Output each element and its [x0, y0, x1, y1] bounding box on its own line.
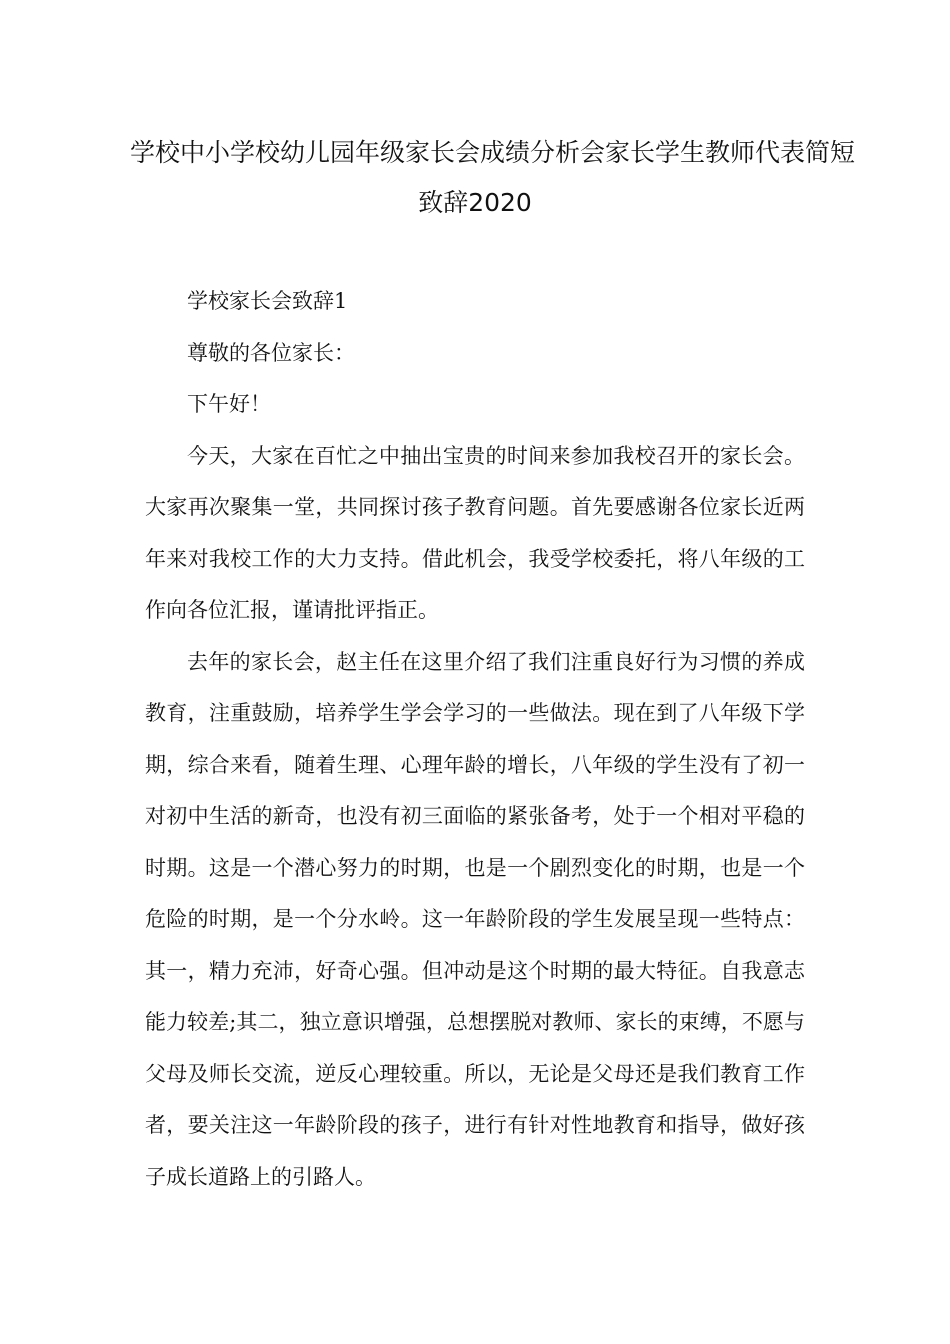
- paragraph-main: 去年的家长会，赵主任在这里介绍了我们注重良好行为习惯的养成教育，注重鼓励，培养学生学会学习的一些做法。现在到了八年级下学期，综合来看，随着生理、心理年龄的增长，八年级的学生没有了初一对初中生活的新奇，也没有初三面临的紧张备考，处于一个相对平稳的时期。这是一个潜心努力的时期，也是一个剧烈变化的时期，也是一个危险的时期，是一个分水岭。这一年龄阶段的学生发展呈现一些特点：其一，精力充沛，好奇心强。但冲动是这个时期的最大特征。自我意志能力较差;其二，独立意识增强，总想摆脱对教师、家长的束缚，不愿与父母及师长交流，逆反心理较重。所以，无论是父母还是我们教育工作者，要关注这一年龄阶段的孩子，进行有针对性地教育和指导，做好孩子成长道路上的引路人。: [145, 649, 805, 1189]
- document-body: [145, 276, 805, 1203]
- greeting: 下午好！: [187, 392, 271, 416]
- title-line-2: 致辞2020: [418, 188, 532, 217]
- title-line-1: 学校中小学校幼儿园年级家长会成绩分析会家长学生教师代表简短: [130, 138, 856, 167]
- document-title: [130, 128, 856, 228]
- salutation: 尊敬的各位家长：: [187, 340, 355, 365]
- paragraph-intro: 今天，大家在百忙之中抽出宝贵的时间来参加我校召开的家长会。大家再次聚集一堂，共同探讨孩子教育问题。首先要感谢各位家长近两年来对我校工作的大力支持。借此机会，我受学校委托，将八年级的工作向各位汇报，谨请批评指正。: [145, 443, 805, 622]
- section-heading: 学校家长会致辞1: [187, 289, 348, 313]
